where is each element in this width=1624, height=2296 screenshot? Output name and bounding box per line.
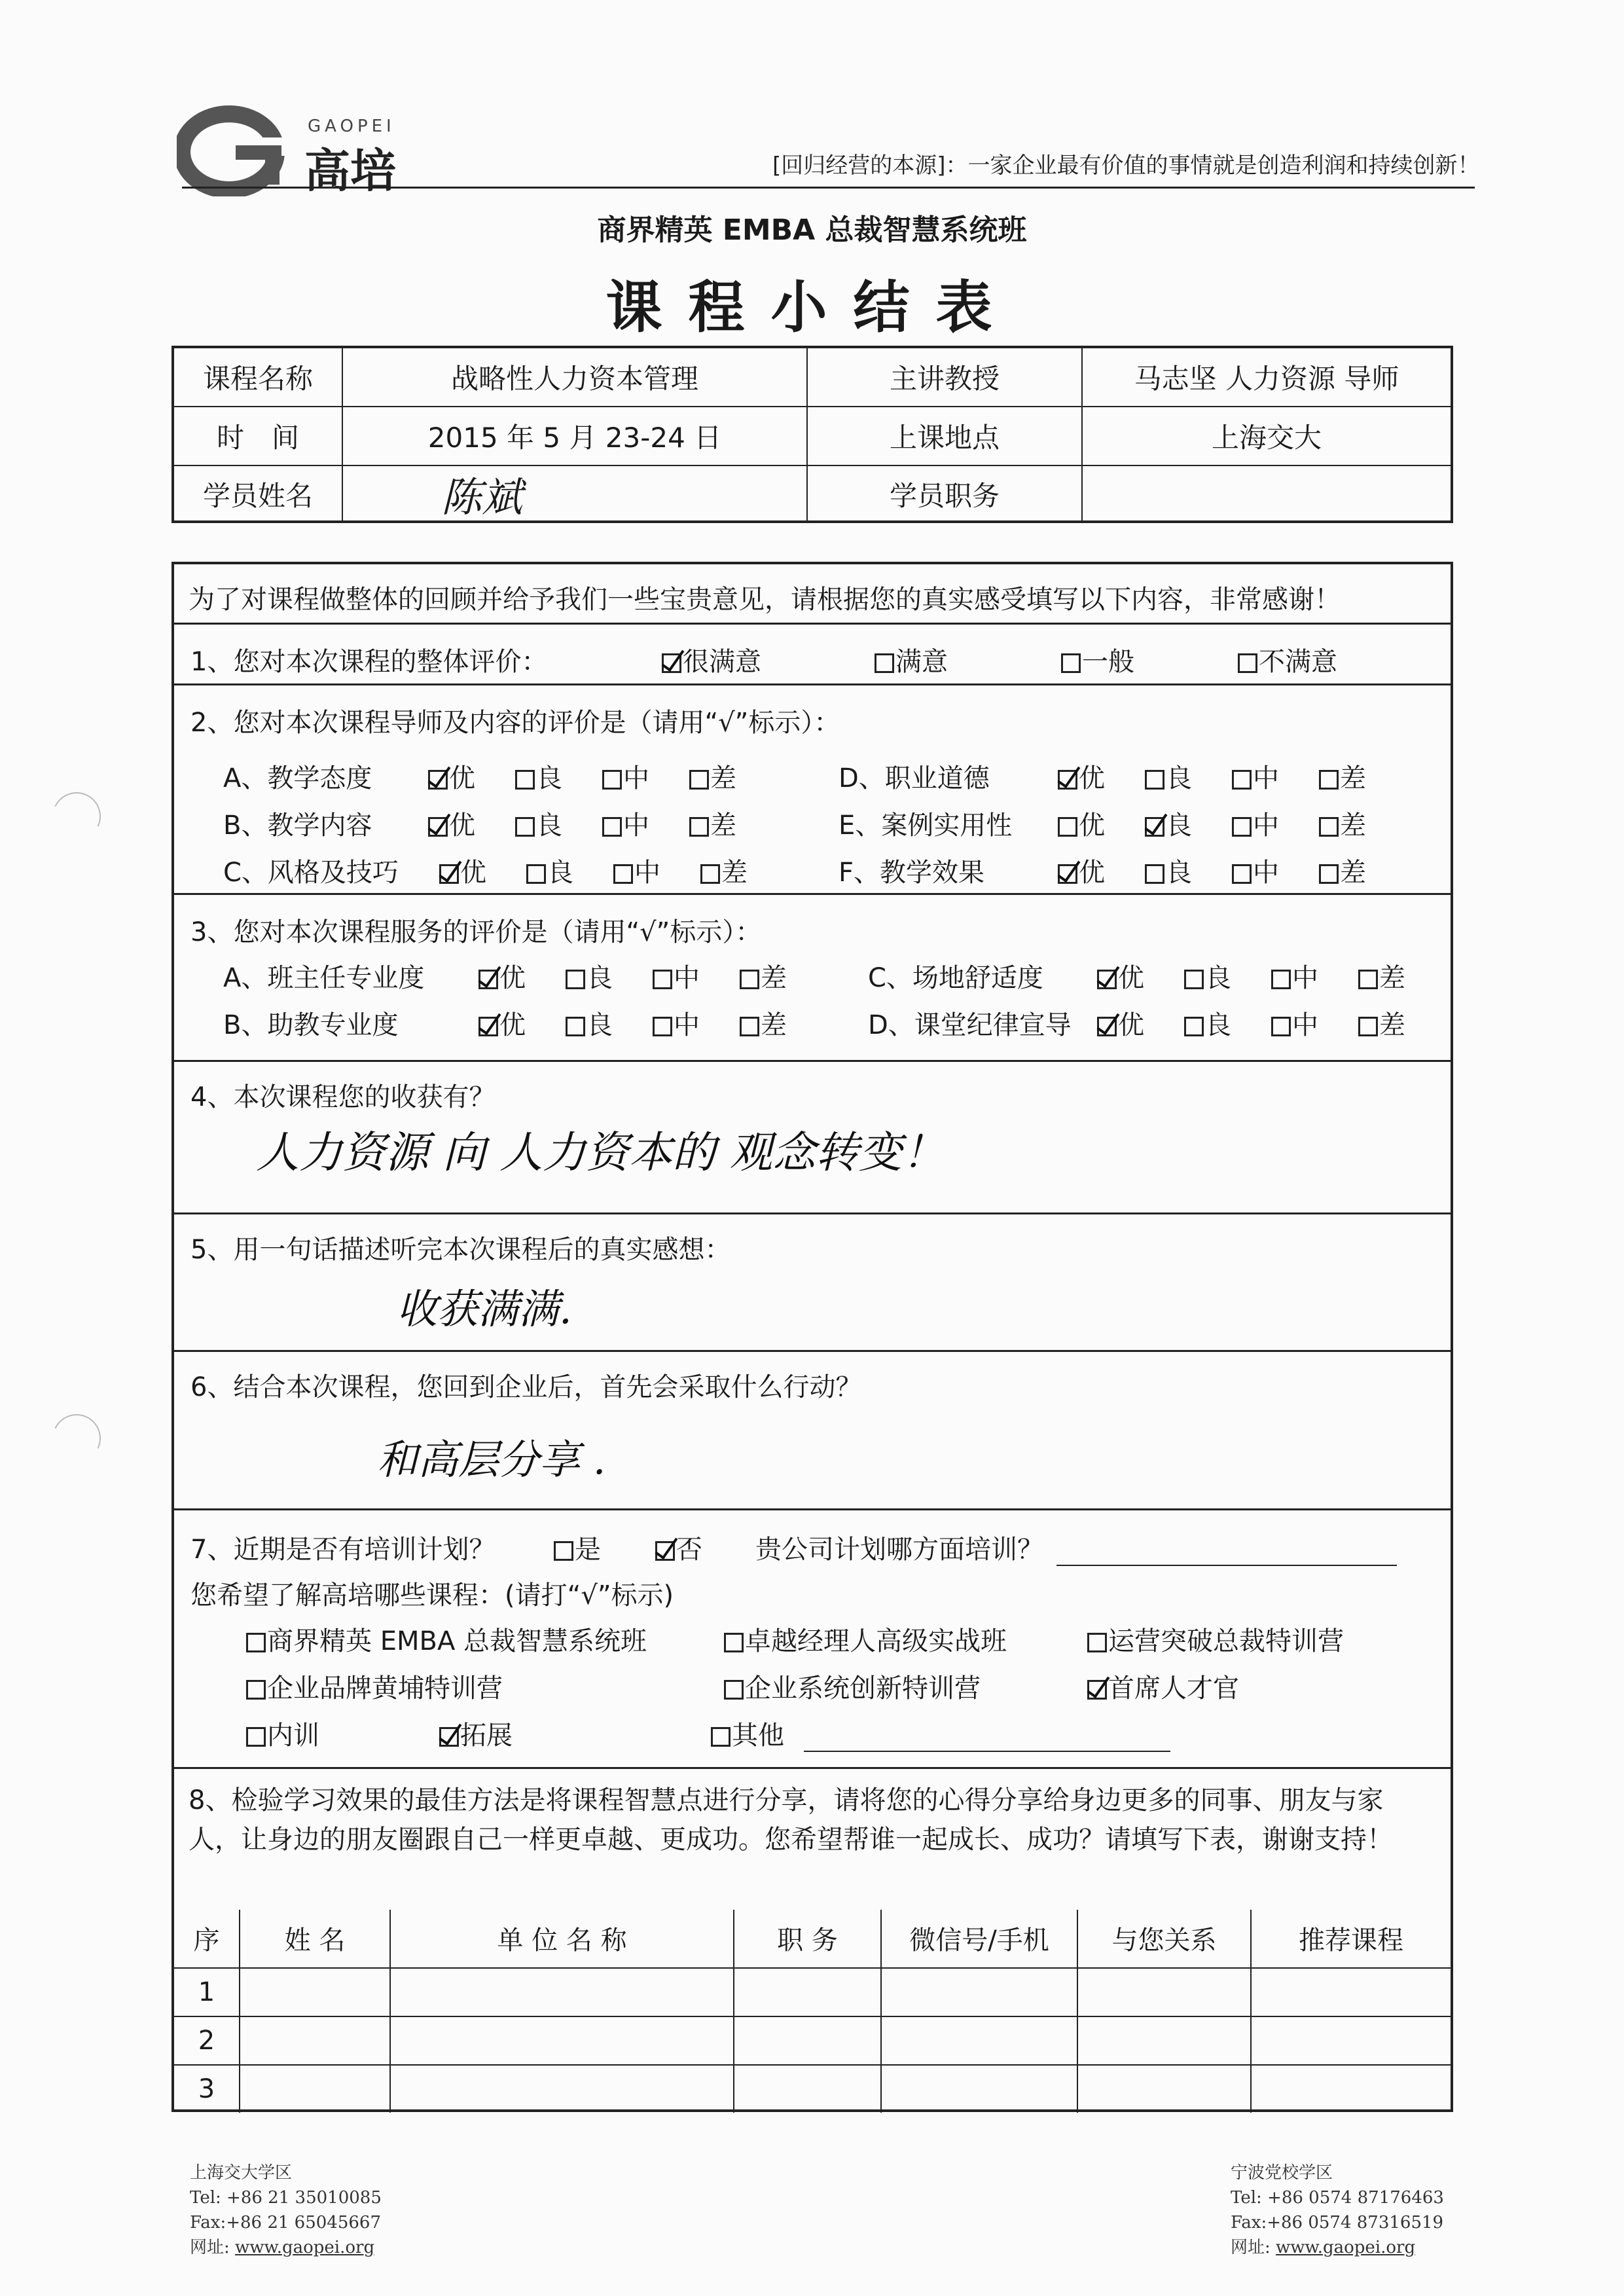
professor-label: 主讲教授 <box>808 348 1083 406</box>
col-header-course: 推荐课程 <box>1251 1910 1451 1968</box>
q5-section <box>174 1214 1451 1352</box>
checkbox-icon[interactable] <box>1058 817 1077 837</box>
course-option[interactable]: 企业品牌黄埔特训营 <box>246 1667 503 1705</box>
checkbox-icon[interactable] <box>1061 653 1081 673</box>
checked-checkbox-icon[interactable] <box>478 1017 498 1036</box>
q2-grade-option[interactable]: 优 <box>1058 757 1105 795</box>
q2-grade-option[interactable]: 良 <box>515 757 562 795</box>
course-option[interactable]: 卓越经理人高级实战班 <box>724 1620 1007 1658</box>
checked-checkbox-icon[interactable] <box>1097 970 1117 989</box>
checkbox-icon[interactable] <box>515 770 535 790</box>
checkbox-icon[interactable] <box>1238 653 1257 673</box>
q3-grade-option[interactable]: 良 <box>1184 957 1231 994</box>
cell-company[interactable] <box>390 2065 734 2113</box>
q2-grade-option[interactable]: 良 <box>1145 852 1192 889</box>
q2-grade-option[interactable]: 优 <box>428 757 475 795</box>
cell-relationship[interactable] <box>1077 1968 1251 2016</box>
referral-header-row <box>174 1910 1451 1968</box>
training-plan-no[interactable]: 否 <box>655 1529 702 1566</box>
checkbox-icon[interactable] <box>566 970 585 989</box>
gaopei-logo-icon <box>177 105 301 196</box>
q1-option[interactable]: 不满意 <box>1238 641 1337 678</box>
checkbox-icon[interactable] <box>515 817 535 837</box>
checkbox-icon[interactable] <box>246 1727 266 1747</box>
website-link[interactable]: www.gaopei.org <box>235 2238 375 2257</box>
intro-section <box>174 564 1451 625</box>
footer-fax: Fax:+86 21 65045667 <box>190 2213 382 2232</box>
checkbox-icon[interactable] <box>724 1680 744 1700</box>
col-header-relationship: 与您关系 <box>1077 1910 1251 1968</box>
checked-checkbox-icon[interactable] <box>1058 864 1077 884</box>
checkbox-icon[interactable] <box>653 970 672 989</box>
checkbox-icon[interactable] <box>1184 1017 1204 1036</box>
checkbox-icon[interactable] <box>1145 864 1164 884</box>
q2-grade-option[interactable]: 差 <box>1319 757 1366 795</box>
col-header-title: 职 务 <box>734 1910 881 1968</box>
form-title: 课程小结表 <box>605 275 1019 340</box>
q2-grade-option[interactable]: 优 <box>428 805 475 842</box>
col-header-index: 序 <box>174 1910 240 1968</box>
q4-answer[interactable]: 人力资源 向 人力资本的 观念转变！ <box>256 1127 945 1178</box>
checkbox-icon[interactable] <box>566 1017 585 1036</box>
course-interest-question: 您希望了解高培哪些课程：(请打“√”标示) <box>190 1580 674 1611</box>
q2-item-label: E、案例实用性 <box>839 811 1013 841</box>
checkbox-icon[interactable] <box>653 1017 672 1036</box>
q3-grade-option[interactable]: 优 <box>478 1004 526 1042</box>
course-option[interactable]: 内训 <box>246 1715 319 1752</box>
q3-grade-option[interactable]: 差 <box>740 1004 787 1042</box>
checked-checkbox-icon[interactable] <box>1087 1680 1107 1700</box>
q2-grade-option[interactable]: 差 <box>1319 852 1366 889</box>
checkbox-icon[interactable] <box>689 770 709 790</box>
q2-item-label: D、职业道德 <box>839 763 990 793</box>
q3-grade-option[interactable]: 优 <box>1097 1004 1144 1042</box>
student-position-label: 学员职务 <box>808 466 1083 522</box>
checked-checkbox-icon[interactable] <box>428 817 448 837</box>
q1-option[interactable]: 一般 <box>1061 641 1134 678</box>
training-area-field[interactable] <box>1056 1565 1397 1566</box>
intro-text: 为了对课程做整体的回顾并给予我们一些宝贵意见，请根据您的真实感受填写以下内容，非常感谢！ <box>189 585 1341 615</box>
cell-wechat[interactable] <box>881 2065 1077 2113</box>
checkbox-icon[interactable] <box>602 770 622 790</box>
course-option[interactable]: 首席人才官 <box>1087 1667 1239 1705</box>
q6-answer[interactable]: 和高层分享 . <box>377 1436 606 1484</box>
checkbox-icon[interactable] <box>740 970 759 989</box>
q1-option[interactable]: 很满意 <box>662 641 761 678</box>
punch-hole <box>46 786 108 848</box>
table-row <box>174 1968 1451 2016</box>
professor-value[interactable]: 马志坚 人力资源 导师 <box>1134 363 1399 395</box>
checkbox-icon[interactable] <box>1271 1017 1291 1036</box>
q6-section <box>174 1352 1451 1510</box>
logo-english: GAOPEI <box>308 117 395 136</box>
row-index: 3 <box>174 2065 240 2113</box>
footer-campus: 宁波党校学区 <box>1231 2163 1333 2183</box>
checked-checkbox-icon[interactable] <box>1097 1017 1117 1036</box>
website-link[interactable]: www.gaopei.org <box>1276 2238 1416 2257</box>
checkbox-icon[interactable] <box>711 1727 731 1747</box>
q2-grade-option[interactable]: 差 <box>689 805 736 842</box>
q2-question: 2、您对本次课程导师及内容的评价是（请用“√”标示）： <box>190 708 840 738</box>
cell-course[interactable] <box>1251 2065 1451 2113</box>
checkbox-icon[interactable] <box>724 1633 744 1652</box>
training-area-question: 贵公司计划哪方面培训？ <box>755 1529 1397 1566</box>
checked-checkbox-icon[interactable] <box>1058 770 1077 790</box>
training-plan-yes[interactable]: 是 <box>554 1529 601 1566</box>
cell-title[interactable] <box>734 2065 881 2113</box>
q4-question: 4、本次课程您的收获有？ <box>190 1082 496 1112</box>
q2-item-label: F、教学效果 <box>839 858 985 888</box>
col-header-company: 单 位 名 称 <box>390 1910 734 1968</box>
student-name-value[interactable]: 陈斌 <box>343 466 808 522</box>
q2-grade-option[interactable]: 差 <box>1319 805 1366 842</box>
footer-fax: Fax:+86 0574 87316519 <box>1231 2213 1444 2232</box>
footer-ningbo <box>1231 2160 1444 2260</box>
q5-question: 5、用一句话描述听完本次课程后的真实感想： <box>190 1235 731 1265</box>
cell-course[interactable] <box>1251 2016 1451 2065</box>
q3-grade-option[interactable]: 中 <box>653 1004 700 1042</box>
col-header-wechat: 微信号/手机 <box>881 1910 1077 1968</box>
checkbox-icon[interactable] <box>246 1633 266 1652</box>
checkbox-icon[interactable] <box>1319 770 1339 790</box>
checkbox-icon[interactable] <box>1358 1017 1378 1036</box>
student-name-label: 学员姓名 <box>174 466 343 522</box>
q2-section <box>174 685 1451 895</box>
q2-grade-option[interactable]: 中 <box>1232 757 1279 795</box>
location-value[interactable]: 上海交大 <box>1211 422 1322 454</box>
cell-name[interactable] <box>240 2065 390 2113</box>
cell-course[interactable] <box>1251 1968 1451 2016</box>
checkbox-icon[interactable] <box>246 1680 266 1700</box>
course-name-label: 课程名称 <box>174 348 343 406</box>
q3-grade-option[interactable]: 中 <box>653 957 700 994</box>
cell-wechat[interactable] <box>881 2016 1077 2065</box>
q2-item-label: C、风格及技巧 <box>223 858 399 888</box>
q7-section <box>174 1510 1451 1769</box>
checked-checkbox-icon[interactable] <box>478 970 498 989</box>
q2-grade-option[interactable]: 中 <box>602 757 649 795</box>
course-option[interactable]: 其他 <box>711 1715 1170 1752</box>
checkbox-icon[interactable] <box>875 653 894 673</box>
q3-grade-option[interactable]: 优 <box>1097 957 1144 994</box>
logo-chinese: 高培 <box>304 144 396 198</box>
course-option[interactable]: 商界精英 EMBA 总裁智慧系统班 <box>246 1620 647 1658</box>
checkbox-icon[interactable] <box>1184 970 1204 989</box>
q3-question: 3、您对本次课程服务的评价是（请用“√”标示）： <box>190 917 762 947</box>
checkbox-icon[interactable] <box>1232 864 1252 884</box>
evaluation-form <box>171 562 1453 2112</box>
footer-tel: Tel: +86 0574 87176463 <box>1231 2188 1444 2208</box>
referral-table <box>174 1910 1451 2113</box>
q3-grade-option[interactable]: 良 <box>1184 1004 1231 1042</box>
checkbox-icon[interactable] <box>1145 770 1164 790</box>
q2-item-label: A、教学态度 <box>223 763 372 793</box>
checkbox-icon[interactable] <box>1271 970 1291 989</box>
cell-relationship[interactable] <box>1077 2016 1251 2065</box>
info-row <box>174 407 1451 466</box>
checkbox-icon[interactable] <box>1358 970 1378 989</box>
q3-grade-option[interactable]: 良 <box>566 1004 613 1042</box>
q2-item-label: B、教学内容 <box>223 811 372 841</box>
cell-company[interactable] <box>390 1968 734 2016</box>
checked-checkbox-icon[interactable] <box>439 864 459 884</box>
table-row <box>174 2065 1451 2113</box>
student-position-value[interactable] <box>1083 466 1451 522</box>
checkbox-icon[interactable] <box>1319 864 1339 884</box>
q5-answer[interactable]: 收获满满. <box>397 1285 572 1333</box>
info-row <box>174 348 1451 407</box>
q1-question: 1、您对本次课程的整体评价： <box>190 647 548 677</box>
checkbox-icon[interactable] <box>1232 817 1252 837</box>
checkbox-icon[interactable] <box>689 817 709 837</box>
checkbox-icon[interactable] <box>740 1017 759 1036</box>
checkbox-icon[interactable] <box>526 864 546 884</box>
q2-grade-option[interactable]: 差 <box>689 757 736 795</box>
q8-text: 8、检验学习效果的最佳方法是将课程智慧点进行分享，请将您的心得分享给身边更多的同事、朋友与家人，让身边的朋友圈跟自己一样更卓越、更成功。您希望帮谁一起成长、成功？请填写下表，谢谢支持！ <box>189 1785 1393 1855</box>
q4-section <box>174 1062 1451 1214</box>
q3-grade-option[interactable]: 中 <box>1271 1004 1318 1042</box>
checked-checkbox-icon[interactable] <box>1145 817 1164 837</box>
checkbox-icon[interactable] <box>700 864 720 884</box>
q3-grade-option[interactable]: 优 <box>478 957 526 994</box>
program-subtitle: 商界精英 EMBA 总裁智慧系统班 <box>597 213 1027 247</box>
location-label: 上课地点 <box>808 407 1083 465</box>
q2-grade-option[interactable]: 良 <box>515 805 562 842</box>
checked-checkbox-icon[interactable] <box>439 1727 459 1747</box>
cell-wechat[interactable] <box>881 1968 1077 2016</box>
course-option[interactable]: 运营突破总裁特训营 <box>1087 1620 1344 1658</box>
q3-item-label: B、助教专业度 <box>223 1010 399 1040</box>
slogan: [回归经营的本源]：一家企业最有价值的事情就是创造利润和持续创新！ <box>772 153 1480 179</box>
q2-grade-option[interactable]: 中 <box>1232 852 1279 889</box>
row-index: 2 <box>174 2016 240 2065</box>
checked-checkbox-icon[interactable] <box>655 1541 675 1561</box>
cell-title[interactable] <box>734 1968 881 2016</box>
q3-item-label: C、场地舒适度 <box>868 963 1043 993</box>
footer-web: 网址: www.gaopei.org <box>190 2238 375 2257</box>
q2-grade-option[interactable]: 良 <box>1145 805 1192 842</box>
cell-company[interactable] <box>390 2016 734 2065</box>
footer-campus: 上海交大学区 <box>190 2163 293 2183</box>
course-info-table <box>171 346 1453 523</box>
footer-shanghai <box>190 2160 382 2260</box>
q3-grade-option[interactable]: 中 <box>1271 957 1318 994</box>
info-row <box>174 466 1451 522</box>
gaopei-logo <box>177 105 419 196</box>
q1-option[interactable]: 满意 <box>875 641 948 678</box>
footer-web: 网址: www.gaopei.org <box>1231 2238 1416 2257</box>
q3-grade-option[interactable]: 差 <box>740 957 787 994</box>
q6-question: 6、结合本次课程，您回到企业后，首先会采取什么行动？ <box>190 1372 862 1402</box>
checkbox-icon[interactable] <box>1087 1633 1107 1652</box>
q2-grade-option[interactable]: 中 <box>1232 805 1279 842</box>
q3-grade-option[interactable]: 良 <box>566 957 613 994</box>
q2-grade-option[interactable]: 优 <box>1058 852 1105 889</box>
header-rule <box>182 187 1475 189</box>
q3-item-label: D、课堂纪律宣导 <box>868 1010 1072 1040</box>
checkbox-icon[interactable] <box>602 817 622 837</box>
q2-grade-option[interactable]: 良 <box>526 852 573 889</box>
checkbox-icon[interactable] <box>1319 817 1339 837</box>
cell-name[interactable] <box>240 2016 390 2065</box>
checkbox-icon[interactable] <box>1232 770 1252 790</box>
checkbox-icon[interactable] <box>554 1541 573 1561</box>
q3-grade-option[interactable]: 差 <box>1358 957 1405 994</box>
punch-hole <box>46 1408 108 1470</box>
checked-checkbox-icon[interactable] <box>428 770 448 790</box>
row-index: 1 <box>174 1968 240 2016</box>
q3-section <box>174 895 1451 1062</box>
q3-grade-option[interactable]: 差 <box>1358 1004 1405 1042</box>
q2-grade-option[interactable]: 良 <box>1145 757 1192 795</box>
time-label: 时 间 <box>174 407 343 465</box>
q2-grade-option[interactable]: 差 <box>700 852 748 889</box>
q2-grade-option[interactable]: 中 <box>613 852 660 889</box>
col-header-name: 姓 名 <box>240 1910 390 1968</box>
other-course-field[interactable] <box>804 1751 1170 1752</box>
q7-question: 7、近期是否有培训计划？ <box>190 1535 496 1565</box>
q1-section <box>174 625 1451 685</box>
cell-relationship[interactable] <box>1077 2065 1251 2113</box>
cell-name[interactable] <box>240 1968 390 2016</box>
q2-grade-option[interactable]: 优 <box>439 852 486 889</box>
checkbox-icon[interactable] <box>613 864 633 884</box>
course-option[interactable]: 拓展 <box>439 1715 513 1752</box>
q3-item-label: A、班主任专业度 <box>223 963 425 993</box>
cell-title[interactable] <box>734 2016 881 2065</box>
q2-grade-option[interactable]: 中 <box>602 805 649 842</box>
checked-checkbox-icon[interactable] <box>662 653 681 673</box>
course-name-value[interactable]: 战略性人力资本管理 <box>343 348 808 406</box>
table-row <box>174 2016 1451 2065</box>
course-option[interactable]: 企业系统创新特训营 <box>724 1667 981 1705</box>
q2-grade-option[interactable]: 优 <box>1058 805 1105 842</box>
footer-tel: Tel: +86 21 35010085 <box>190 2188 382 2208</box>
time-value[interactable]: 2015 年 5 月 23-24 日 <box>343 407 808 465</box>
